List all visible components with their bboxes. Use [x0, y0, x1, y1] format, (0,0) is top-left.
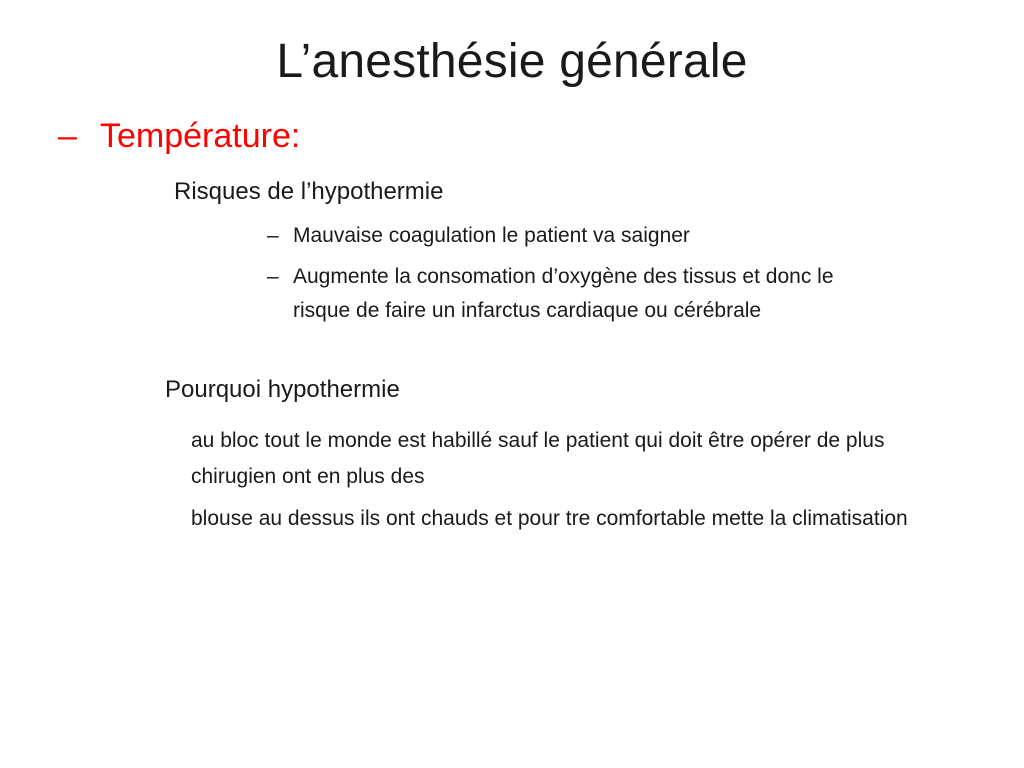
section-dash: – — [58, 117, 77, 155]
risk-item-text: Augmente la consomation d’oxygène des tissus et donc le risque de faire un infarctus cardiaque ou cérébrale — [293, 265, 834, 322]
section-temperature — [58, 114, 300, 158]
why-heading: Pourquoi hypothermie — [165, 376, 400, 403]
why-paragraph: au bloc tout le monde est habillé sauf le patient qui doit être opérer de plus chirugien ont en plus des — [191, 429, 885, 488]
section-label: Température: — [100, 117, 301, 155]
slide-title: L’anesthésie générale — [276, 35, 748, 88]
risk-item-dash: – — [267, 265, 279, 288]
why-paragraph: blouse au dessus ils ont chauds et pour tre comfortable mette la climatisation — [191, 507, 908, 530]
risk-item — [267, 219, 887, 253]
risk-item — [267, 260, 887, 328]
risk-item-text: Mauvaise coagulation le patient va saigner — [293, 224, 690, 247]
risk-item-dash: – — [267, 224, 279, 247]
risks-heading: Risques de l’hypothermie — [174, 178, 444, 205]
